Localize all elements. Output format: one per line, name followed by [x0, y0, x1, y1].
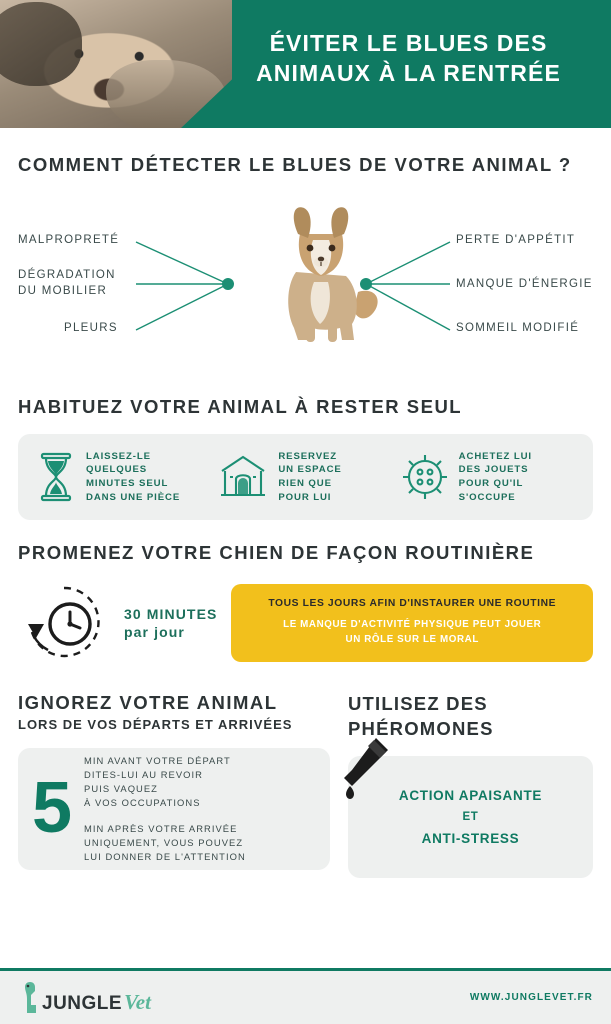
detect-diagram — [18, 194, 593, 390]
ignore-title: IGNOREZ VOTRE ANIMAL — [18, 692, 278, 713]
ignore-number: 5 — [32, 768, 73, 849]
alone-item-3 — [401, 450, 575, 504]
alone-item-2-text: RESERVEZ UN ESPACE RIEN QUE POUR LUI — [278, 450, 342, 503]
alone-item-3-text: ACHETEZ LUI DES JOUETS POUR QU'IL S'OCCUPE — [458, 450, 532, 503]
walk-callout-line1: TOUS LES JOURS AFIN D'INSTAURER UNE ROUTINE — [268, 598, 557, 610]
pheromones-line-3: ANTI-STRESS — [421, 830, 520, 846]
bottom-sections — [0, 666, 611, 878]
footer — [0, 968, 611, 1024]
page-title-line2: ANIMAUX À LA RENTRÉE — [256, 60, 561, 87]
node-left — [222, 278, 234, 290]
ignore-section — [18, 692, 330, 878]
walk-title: PROMENEZ VOTRE CHIEN DE FAÇON ROUTINIÈRE — [18, 542, 535, 563]
walk-body — [18, 580, 593, 666]
page-title — [222, 28, 595, 89]
detect-section — [0, 128, 611, 390]
pheromones-title-line1: UTILISEZ DES — [348, 693, 488, 714]
alone-section — [0, 390, 611, 520]
symptom-right-1: PERTE D'APPÉTIT — [456, 234, 576, 246]
ignore-texts — [84, 754, 246, 865]
pheromones-card — [348, 756, 593, 878]
walk-duration-line2: par jour — [124, 624, 185, 640]
symptom-left-1: MALPROPRETÉ — [18, 234, 120, 246]
symptom-right-2: MANQUE D'ÉNERGIE — [456, 278, 593, 290]
brand-logo-vet: Vet — [124, 989, 151, 1014]
pheromones-line-2: ET — [462, 810, 479, 823]
walk-duration-line1: 30 MINUTES — [124, 605, 218, 622]
ignore-card — [18, 748, 330, 870]
dog-house-icon — [218, 453, 268, 501]
ignore-subtitle: LORS DE VOS DÉPARTS ET ARRIVÉES — [18, 717, 293, 732]
symptom-left-3: PLEURS — [64, 322, 118, 334]
walk-callout-line2: LE MANQUE D'ACTIVITÉ PHYSIQUE PEUT JOUER UN RÔLE SUR LE MORAL — [283, 619, 542, 645]
alone-card — [18, 434, 593, 520]
pipette-icon — [334, 732, 398, 810]
detect-title: COMMENT DÉTECTER LE BLUES DE VOTRE ANIMAL ? — [18, 154, 572, 175]
header-banner — [0, 0, 611, 128]
walk-section — [0, 520, 611, 666]
footer-url[interactable]: WWW.JUNGLEVET.FR — [469, 992, 593, 1003]
pheromones-section — [348, 692, 593, 878]
puppy-photo — [0, 0, 232, 128]
alone-item-2 — [218, 450, 392, 504]
walk-duration — [124, 605, 217, 641]
ignore-block-1: MIN AVANT VOTRE DÉPART DITES-LUI AU REVOIR PUIS VAQUEZ À VOS OCCUPATIONS — [84, 754, 231, 808]
brand-logo[interactable] — [18, 981, 151, 1015]
hourglass-icon — [36, 451, 76, 503]
chew-toy-icon — [401, 453, 449, 501]
page-title-line1: ÉVITER LE BLUES DES — [269, 30, 548, 56]
giraffe-icon — [18, 981, 40, 1015]
clock-arrow-icon — [18, 580, 110, 666]
dog-illustration — [250, 200, 396, 350]
ignore-block-2: MIN APRÈS VOTRE ARRIVÉE UNIQUEMENT, VOUS POUVEZ LUI DONNER DE L'ATTENTION — [84, 823, 246, 863]
alone-item-1-text: LAISSEZ-LE QUELQUES MINUTES SEUL DANS UNE PIÈCE — [86, 450, 181, 503]
alone-title: HABITUEZ VOTRE ANIMAL À RESTER SEUL — [18, 396, 463, 417]
alone-item-1 — [36, 450, 210, 504]
brand-logo-jungle: JUNGLE — [42, 992, 123, 1014]
pheromones-line-1: ACTION APAISANTE — [398, 787, 543, 803]
symptom-left-2: DÉGRADATION DU MOBILIER — [18, 269, 116, 297]
walk-callout — [231, 584, 593, 661]
pheromones-title-line2: PHÉROMONES — [348, 717, 494, 739]
symptom-right-3: SOMMEIL MODIFIÉ — [456, 322, 580, 334]
